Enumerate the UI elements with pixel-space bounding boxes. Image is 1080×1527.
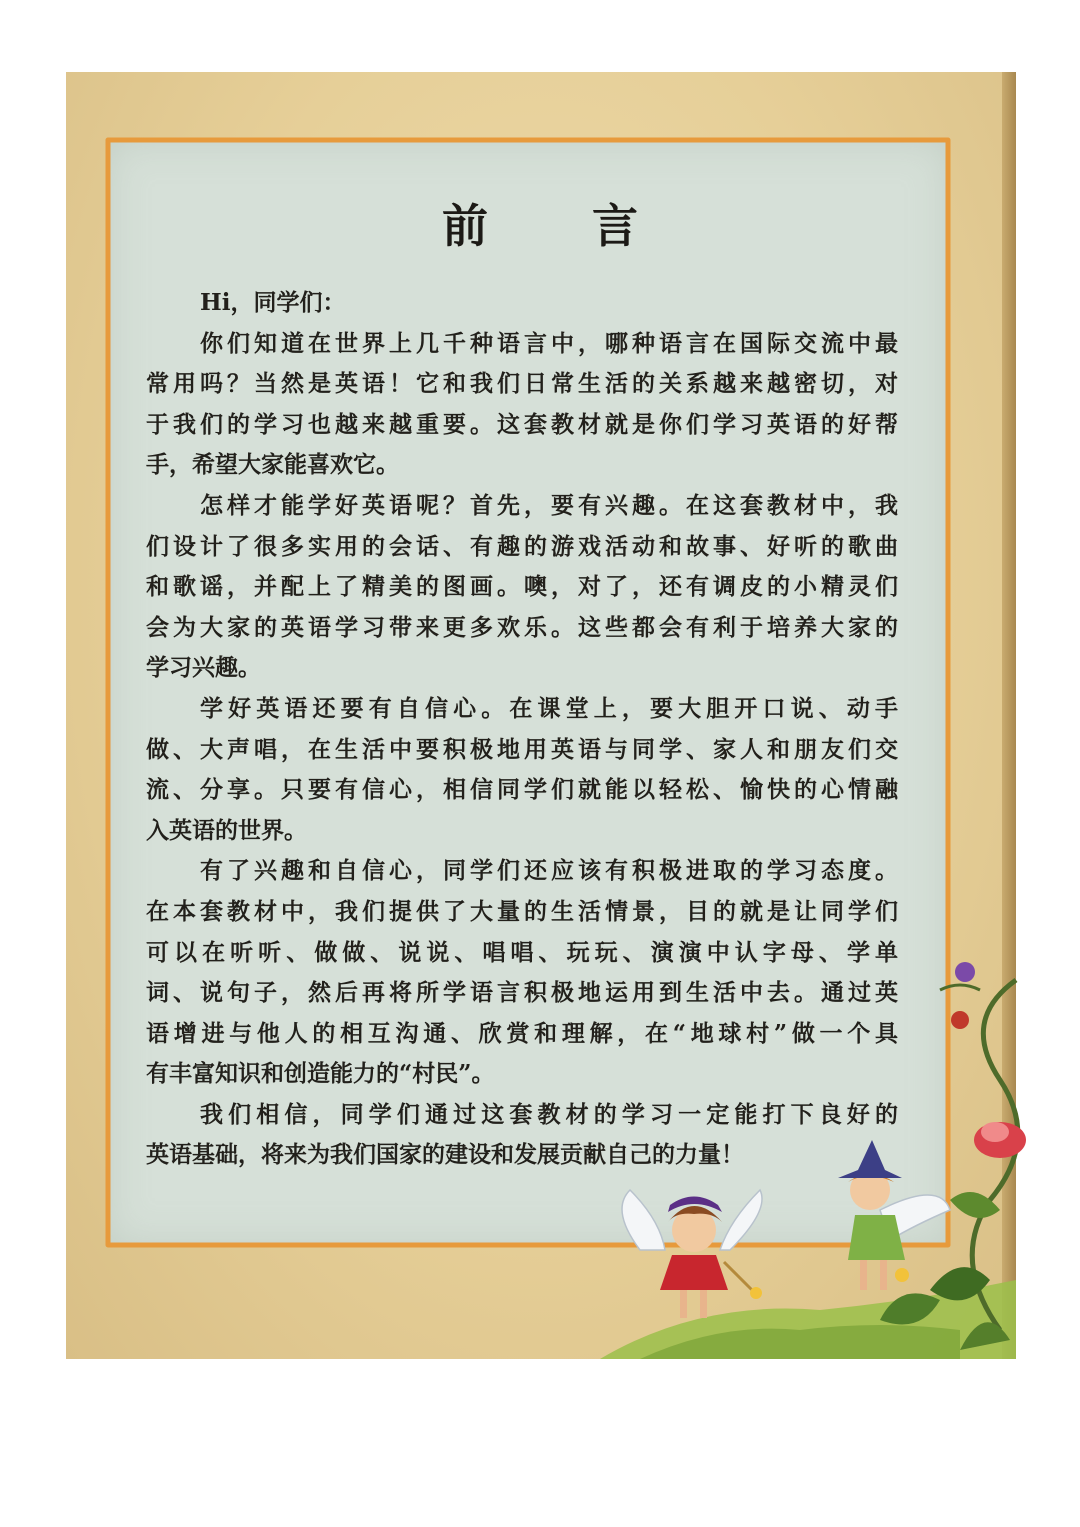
text-line: 我们相信，同学们通过这套教材的学习一定能打下良好的 [200, 1100, 898, 1128]
text-line: 学好英语还要有自信心。在课堂上，要大胆开口说、动手 [200, 694, 898, 722]
text-line: 怎样才能学好英语呢？首先，要有兴趣。在这套教材中，我 [200, 491, 898, 519]
text-line: 和歌谣，并配上了精美的图画。噢，对了，还有调皮的小精灵们 [146, 573, 898, 601]
fairy-with-witch-hat [838, 1140, 950, 1290]
text-line: 常用吗？当然是英语！它和我们日常生活的关系越来越密切，对 [146, 370, 898, 398]
text-line: 在本套教材中，我们提供了大量的生活情景，目的就是让同学们 [146, 897, 898, 925]
text-line: 可以在听听、做做、说说、唱唱、玩玩、演演中认字母、学单 [146, 938, 898, 966]
text-line: 于我们的学习也越来越重要。这套教材就是你们学习英语的好帮 [146, 410, 898, 438]
greeting-line: Hi，同学们： [200, 289, 346, 316]
text-line: 流、分享。只要有信心，相信同学们就能以轻松、愉快的心情融 [146, 776, 898, 804]
text-line: 词、说句子，然后再将所学语言积极地运用到生活中去。通过英 [146, 979, 898, 1007]
page-title: 前 言 [441, 199, 682, 253]
text-line: 有了兴趣和自信心，同学们还应该有积极进取的学习态度。 [200, 857, 898, 885]
fairy-with-red-dress [622, 1190, 762, 1318]
text-line: 入英语的世界。 [146, 816, 307, 844]
text-line: 手，希望大家能喜欢它。 [146, 451, 399, 479]
text-line: 你们知道在世界上几千种语言中，哪种语言在国际交流中最 [200, 329, 898, 357]
text-line: 英语基础，将来为我们国家的建设和发展贡献自己的力量！ [146, 1141, 744, 1169]
text-line: 们设计了很多实用的会话、有趣的游戏活动和故事、好听的歌曲 [146, 532, 898, 560]
text-line: 有丰富知识和创造能力的“村民”。 [146, 1060, 495, 1088]
text-line: 会为大家的英语学习带来更多欢乐。这些都会有利于培养大家的 [146, 613, 898, 641]
text-line: 语增进与他人的相互沟通、欣赏和理解，在“地球村”做一个具 [146, 1019, 898, 1047]
text-line: 学习兴趣。 [146, 654, 261, 682]
text-line: 做、大声唱，在生活中要积极地用英语与同学、家人和朋友们交 [146, 735, 898, 763]
